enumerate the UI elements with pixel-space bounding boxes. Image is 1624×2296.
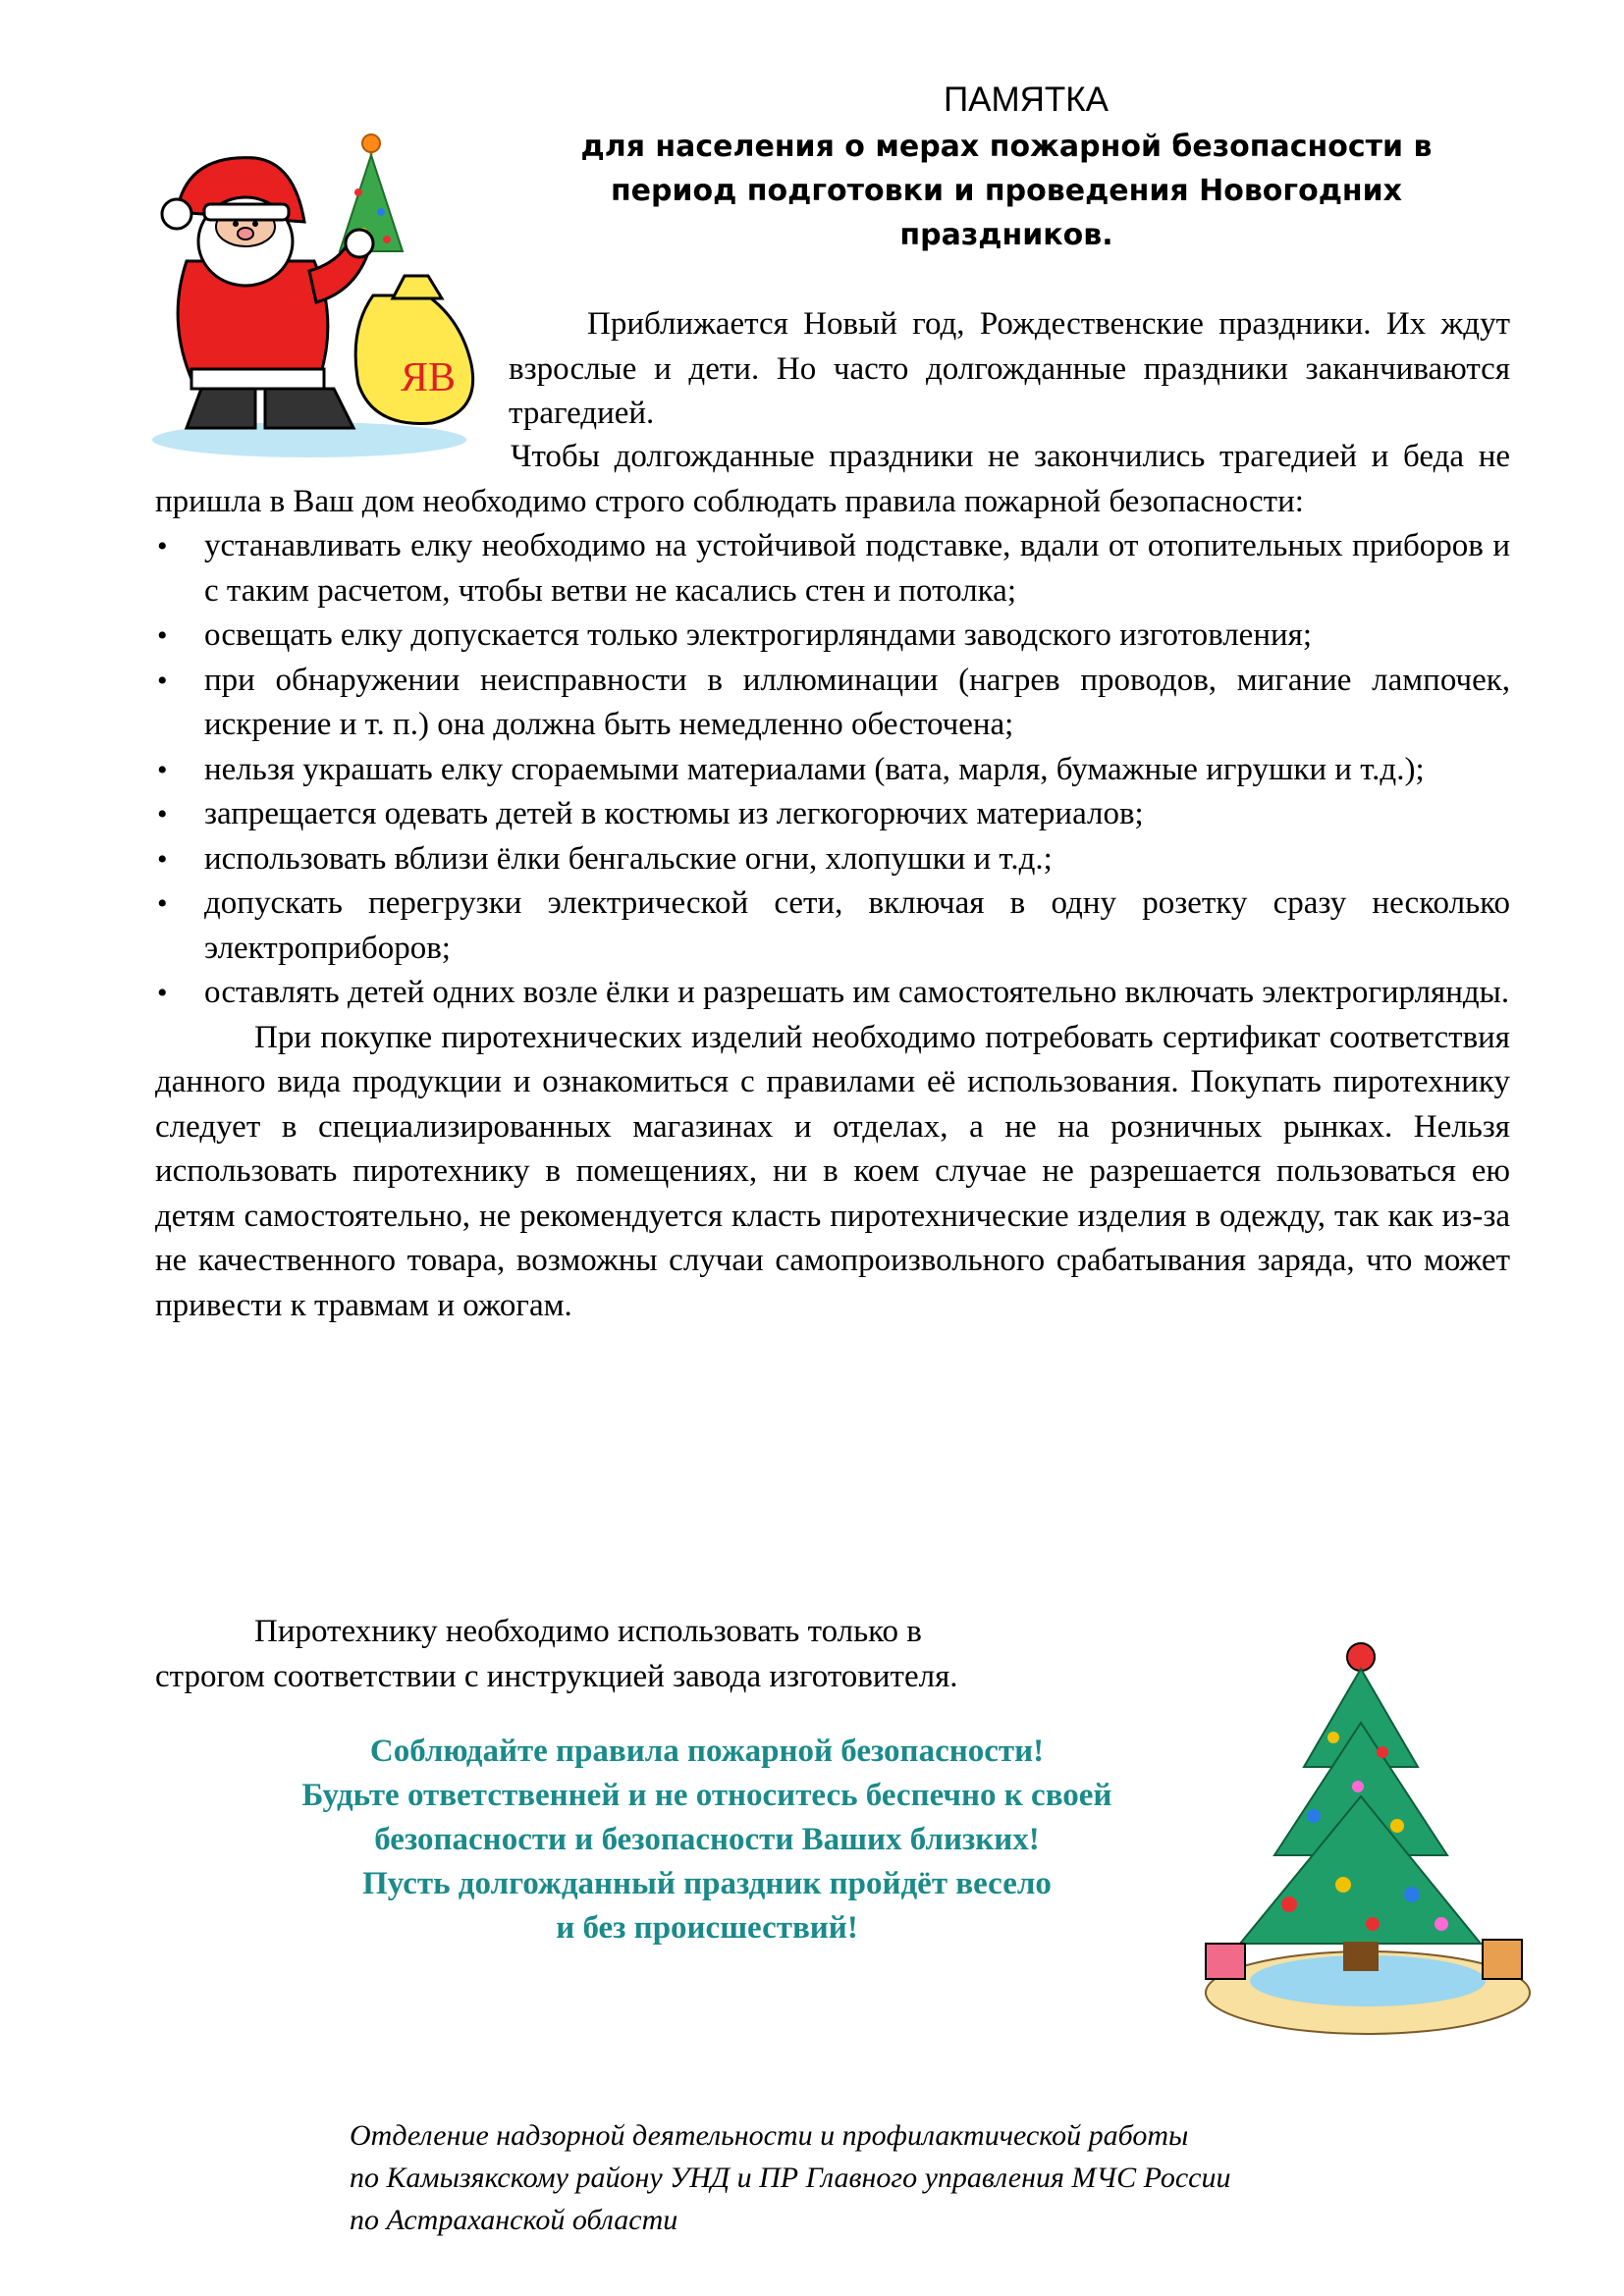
list-item: • нельзя украшать елку сгораемыми материалами (вата, марля, бумажные игрушки и т.д.); (155, 748, 1510, 793)
page-subtitle (511, 125, 1502, 257)
pyrotechnics-instruction (155, 1610, 1186, 1699)
list-item: • оставлять детей одних возле ёлки и разрешать им самостоятельно включать электрогирлянды. (155, 971, 1510, 1016)
slogan-line: Будьте ответственней и не относитесь беспечно к своей (301, 1778, 1112, 1813)
page-title: ПАМЯТКА (943, 80, 1110, 119)
bullet-icon: • (157, 619, 168, 652)
pyrotechnics-paragraph: При покупке пиротехнических изделий необходимо потребовать сертификат соответствия данного вида продукции и ознакомиться с правилами её использования. Покупать пиротехнику следует в специализированных магазинах и отделах, а не на розничных рынках. Нельзя использовать пиротехнику в помещениях, ни в коем случае не разрешается пользоваться ею детям самостоятельно, не рекомендуется класть пиротехнические изделия в одежду, так как из-за не качественного товара, возможны случаи самопроизвольного срабатывания заряда, что может привести к травмам и ожогам. (155, 1019, 1510, 1323)
slogan-line: Соблюдайте правила пожарной безопасности! (369, 1734, 1045, 1769)
bullet-icon: • (157, 977, 168, 1009)
bullet-icon: • (157, 887, 168, 920)
bullet-icon: • (157, 842, 168, 876)
bullet-icon: • (157, 753, 168, 786)
christmas-tree-icon (1196, 1629, 1535, 2037)
list-item: • использовать вблизи ёлки бенгальские огни, хлопушки и т.д.; (155, 837, 1510, 882)
list-item: • освещать елку допускается только электрогирляндами заводского изготовления; (155, 614, 1510, 659)
bullet-icon: • (157, 664, 168, 697)
subtitle-line: для населения о мерах пожарной безопасности в (580, 130, 1433, 164)
slogan-line: Пусть долгожданный праздник пройдёт весело (362, 1866, 1052, 1901)
bullet-icon: • (157, 530, 168, 562)
footer-line: по Камызякскому району УНД и ПР Главного управления МЧС России (350, 2162, 1231, 2194)
warning-paragraph: Чтобы долгожданные праздники не закончились трагедией и беда не пришла в Ваш дом необходимо строго соблюдать правила пожарной безопасности: (155, 439, 1510, 519)
safety-slogan (206, 1730, 1208, 1950)
intro-paragraph: Приближается Новый год, Рождественские праздники. Их ждут взрослые и дети. Но часто долгожданные праздники заканчиваются трагедией. (509, 306, 1510, 431)
list-item: • при обнаружении неисправности в иллюминации (нагрев проводов, мигание лампочек, искрение и т. п.) она должна быть немедленно обесточена; (155, 659, 1510, 748)
slogan-line: безопасности и безопасности Ваших близких! (374, 1822, 1040, 1857)
instruction-line: строгом соответствии с инструкцией завода изготовителя. (155, 1658, 958, 1694)
list-item: • запрещается одевать детей в костюмы из легкогорючих материалов; (155, 792, 1510, 837)
santa-claus-icon (147, 133, 491, 467)
svg-text:ЯВ: ЯВ (401, 355, 457, 400)
subtitle-line: праздников. (899, 218, 1113, 252)
subtitle-line: период подготовки и проведения Новогодних (610, 174, 1403, 208)
footer-line: по Астраханской области (350, 2204, 678, 2236)
slogan-line: и без происшествий! (556, 1910, 858, 1946)
intro-block (509, 302, 1510, 437)
bullet-icon: • (157, 798, 168, 830)
instruction-line: Пиротехнику необходимо использовать только в (254, 1614, 922, 1649)
main-text (155, 435, 1510, 1328)
footer-line: Отделение надзорной деятельности и профилактической работы (350, 2119, 1189, 2152)
rules-list (155, 524, 1510, 1016)
list-item: • допускать перегрузки электрической сети, включая в одну розетку сразу несколько электроприборов; (155, 881, 1510, 971)
list-item: • устанавливать елку необходимо на устойчивой подставке, вдали от отопительных приборов и с таким расчетом, чтобы ветви не касались стен и потолка; (155, 524, 1510, 614)
footer-signature (350, 2114, 1430, 2241)
